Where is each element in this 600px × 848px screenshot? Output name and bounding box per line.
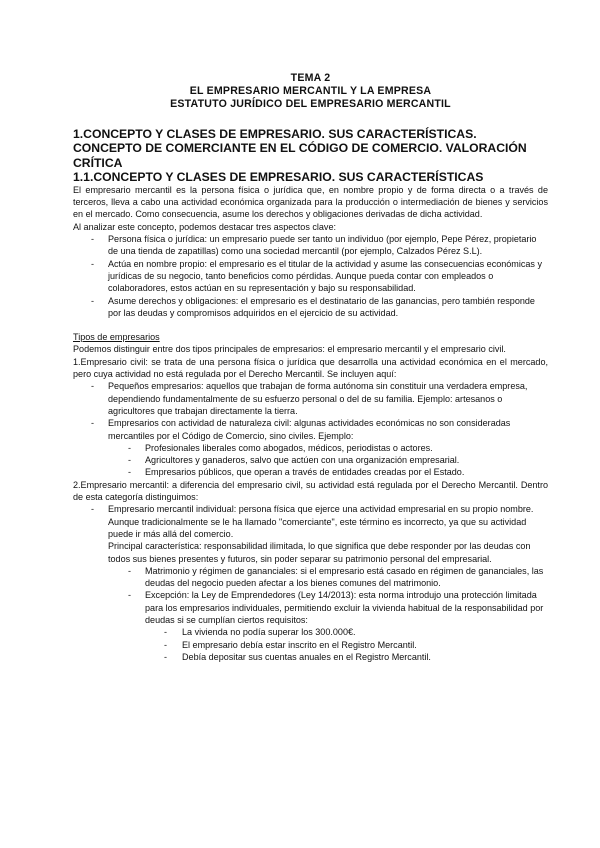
list-item: - Empresarios públicos, que operan a través de entidades creadas por el Estado. xyxy=(128,467,465,478)
section-title: 1.CONCEPTO Y CLASES DE EMPRESARIO. SUS CARACTERÍSTICAS. CONCEPTO DE COMERCIANTE EN EL CÓDIGO DE COMERCIO. VALORACIÓN CRÍTICA xyxy=(73,127,527,170)
caracteristica-paragraph: Principal característica: responsabilidad ilimitada, lo que significa que debe responder por las deudas con todos sus bienes presentes y futuros, sin poder separar su patrimonio personal del empresarial. xyxy=(108,541,531,564)
header-subtitle: ESTATUTO JURÍDICO DEL EMPRESARIO MERCANTIL xyxy=(170,98,451,110)
section-subtitle: 1.1.CONCEPTO Y CLASES DE EMPRESARIO. SUS CARACTERÍSTICAS xyxy=(73,169,484,184)
list-item: - Asume derechos y obligaciones: el empresario es el destinatario de las ganancias, pero también responde por las deudas y compromisos adquiridos en el ejercicio de su actividad. xyxy=(91,295,535,318)
civil-intro: 1.Empresario civil: se trata de una persona física o jurídica que desarrolla una actividad económica en el mercado, pero cuya actividad no está regulada por el Derecho Mercantil. Se incluyen aquí: xyxy=(73,356,548,380)
tipos-heading: Tipos de empresarios xyxy=(73,332,160,343)
aspects-intro: Al analizar este concepto, podemos destacar tres aspectos clave: xyxy=(73,221,337,232)
list-item: - Excepción: la Ley de Emprendedores (Ley 14/2013): esta norma introdujo una protección limitada para los empresarios individuales, permitiendo excluir la vivienda habitual de la responsabilidad por deudas si se cumplían ciertos requisitos: xyxy=(128,590,544,625)
tipos-intro: Podemos distinguir entre dos tipos principales de empresarios: el empresario mercantil y el empresario civil. xyxy=(73,344,506,355)
header-title: EL EMPRESARIO MERCANTIL Y LA EMPRESA xyxy=(189,85,432,97)
list-item: - Matrimonio y régimen de gananciales: si el empresario está casado en régimen de gananciales, las deudas del negocio pueden afectar a los bienes comunes del matrimonio. xyxy=(128,565,544,589)
intro-paragraph: El empresario mercantil es la persona física o jurídica que, en nombre propio y de forma directa o a través de terceros, lleva a cabo una actividad económica organizada para la producción o intermediación de bienes y servicios en el mercado. Como consecuencia, asume los derechos y obligaciones derivadas de dicha actividad. xyxy=(73,184,548,220)
list-item: - Profesionales liberales como abogados, médicos, periodistas o actores. xyxy=(128,442,433,453)
list-item: - Debía depositar sus cuentas anuales en el Registro Mercantil. xyxy=(164,651,431,662)
list-item: - Actúa en nombre propio: el empresario es el titular de la actividad y asume las consecuencias económicas y jurídicas de su negocio, tanto beneficios como pérdidas. Aunque pueda contar con empleados o colaboradores, estos actúan en su representación y bajo su responsabilidad. xyxy=(91,258,542,294)
list-item: - Agricultores y ganaderos, salvo que actúen con una organización empresarial. xyxy=(128,455,460,466)
list-item: - El empresario debía estar inscrito en el Registro Mercantil. xyxy=(164,639,417,650)
list-item: - Empresario mercantil individual: persona física que ejerce una actividad empresarial en su propio nombre. Aunque tradicionalmente se le ha llamado "comerciante", este término es incorrecto, ya que su actividad puede ir más allá del comercio. xyxy=(91,504,534,539)
list-item: - La vivienda no podía superar los 300.000€. xyxy=(164,627,356,638)
mercantil-intro: 2.Empresario mercantil: a diferencia del empresario civil, su actividad está regulada por el Derecho Mercantil. Dentro de esta categoría distinguimos: xyxy=(73,479,548,503)
header-tema: TEMA 2 xyxy=(290,72,331,84)
list-item: - Pequeños empresarios: aquellos que trabajan de forma autónoma sin constituir una verdadera empresa, dependiendo fundamentalmente de su esfuerzo personal o del de su familia. Ejemplo: artesanos o agricultores que trabajan directamente la tierra. xyxy=(91,381,528,416)
list-item: - Empresarios con actividad de naturaleza civil: algunas actividades económicas no son consideradas mercantiles por el Código de Comercio, sino civiles. Ejemplo: xyxy=(91,418,511,441)
list-item: - Persona física o jurídica: un empresario puede ser tanto un individuo (por ejemplo, Pepe Pérez, propietario de una tienda de zapatillas) como una sociedad mercantil (por ejemplo, Calzados Pérez S.L). xyxy=(91,234,537,257)
